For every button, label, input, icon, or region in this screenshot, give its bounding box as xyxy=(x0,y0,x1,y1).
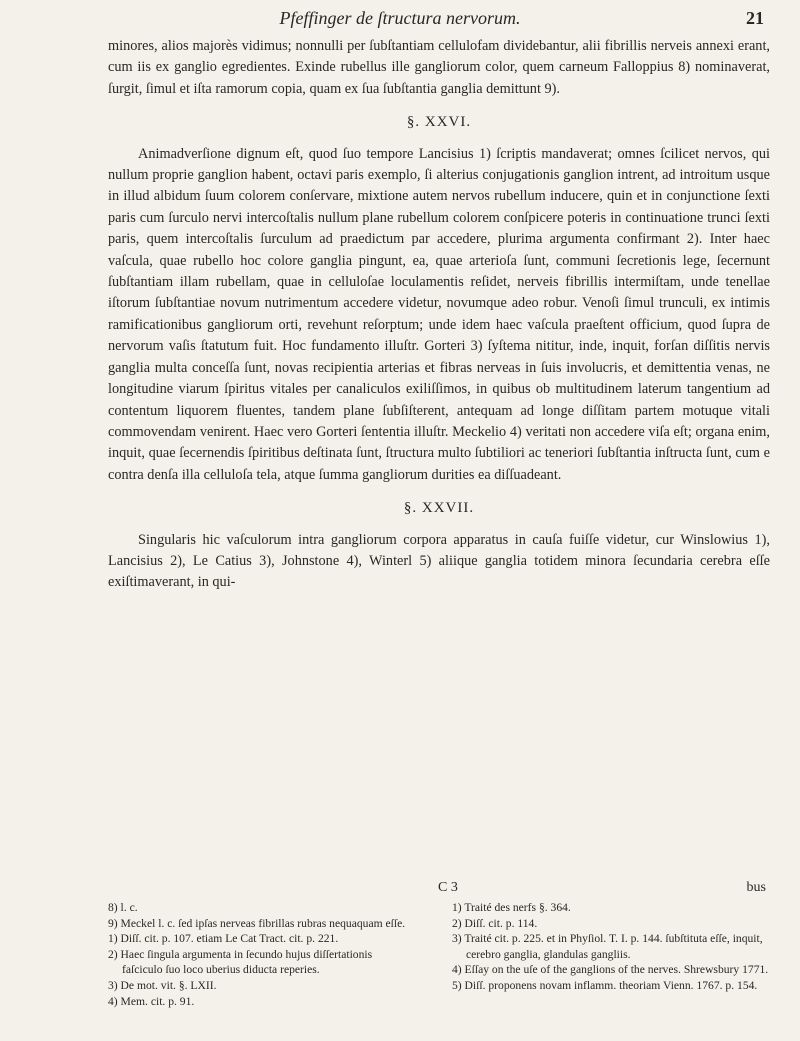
paragraph: Animadverſione dignum eſt, quod ſuo tempore Lancisius 1) ſcriptis mandaverat; omnes ſcilicet nervos, qui nullum proprie ganglion habent, octavi paris exemplo, ſi alterius conjugationis ganglion intrent, ad introitum usque in illud albidum ſuum colorem conſervare, mixtione autem nervos rubellum inducere, quin et in conjunctione ſexti paris cum ſurculo nervi intercoſtalis nullum plane rubellum colorem conſpicere poteris in continuatione trunci ſexti paris, quem intercoſtalis ſurculum ad praedictum par accedere, plurima argumenta confirmant 2). Inter haec vaſcula, quae rubello hoc colore ganglia pingunt, ea, quae arterioſa ſunt, communi ſecretionis lege, ſecernunt ſubſtantiam illam rubellam, quae in celluloſae loculamentis reſidet, nerveis fibrillis intermiſtam, unde tenellae iſtorum ſubſtantiae novum nutrimentum accedere videtur, novumque adeo robur. Venoſi ſimul trunculi, ex intimis ramificationibus gangliorum orti, revehunt reſorptum; unde idem haec vaſcula praeſtent officium, quod ſupra de nervorum vaſis ſtatutum fuit. Hoc fundamento illuſtr. Gorteri 3) ſyſtema nititur, inde, inquit, forſan diſſitis nervis ganglia multa conceſſa ſunt, novas recipientia arterias et fibras nerveas in ſuis involucris, et demittentia venas, ne longitudine viarum ſpiritus vitales per canaliculos exiliſſimos, in quibus ob multitudinem laterum tangentium ad contentum liquorem fluentes, tandem plane ſubſiſterent, antequam ad longe diſſitam partem motuque vitali commovendam venirent. Haec vero Gorteri ſententia illuſtr. Meckelio 4) veritati non accedere viſa eſt; organa enim, inquit, quae ſecernendis ſpiritibus deſtinata ſunt, ſtructura multo ſubtiliori ac teneriori ſubſtantia inſtructa ſunt, cum e contra denſa illa celluloſa tela, atque ſumma gangliorum durities ea diſſuadeant. xyxy=(108,145,770,483)
paragraph: minores, alios majorès vidimus; nonnulli per ſubſtantiam cellulofam dividebantur, alii fibrillis nerveis annexi erant, cum iis ex ganglio egredientes. Exinde rubellus ille gangliorum color, quem carneum Falloppius 8) nominaverat, ſurgit, ſimul et iſta ramorum copia, quam ex ſua ſubſtantia ganglia demittunt 9). xyxy=(108,38,770,97)
footnote: 2) Diſſ. cit. p. 114. xyxy=(452,916,538,930)
footnote: 8) l. c. xyxy=(108,901,138,914)
page-footer-line xyxy=(108,880,770,898)
main-text xyxy=(108,36,770,594)
footnote: 1) Traité des nerfs §. 364. xyxy=(452,901,571,914)
running-title: Pfeffinger de ſtructura nervorum. xyxy=(279,8,521,28)
page-number: 21 xyxy=(746,8,764,28)
paragraph: Singularis hic vaſculorum intra gangliorum corpora apparatus in cauſa fuiſſe videtur, cur Winslowius 1), Lancisius 2), Le Catius 3), Johnstone 4), Winterl 5) aliique ganglia totidem minora ſecundaria cerebra eſſe exiſtimaverant, in qui- xyxy=(108,531,770,591)
footnote: 3) De mot. vit. §. LXII. xyxy=(108,978,217,992)
footnote: 2) Haec ſingula argumenta in ſecundo hujus diſſertationis faſciculo ſuo loco uberius diducta reperies. xyxy=(108,947,373,977)
footnote: 3) Traité cit. p. 225. et in Phyſiol. T. I. p. 144. ſubſtituta eſſe, inquit, cerebro ganglia, glandulas gangliis. xyxy=(452,932,763,961)
footnotes-left xyxy=(108,900,410,1009)
section-heading-27: §. XXVII. xyxy=(403,500,475,517)
footnote: 1) Diſſ. cit. p. 107. etiam Le Cat Tract. cit. p. 221. xyxy=(108,932,339,946)
footnote: 5) Diſſ. proponens novam inflamm. theoriam Vienn. 1767. p. 154. xyxy=(452,978,758,992)
catchword: bus xyxy=(746,880,766,895)
footnote: 9) Meckel l. c. ſed ipſas nerveas fibrillas rubras nequaquam eſſe. xyxy=(108,916,406,930)
section-heading-26: §. XXVI. xyxy=(406,114,472,131)
footnote: 4) Eſſay on the uſe of the ganglions of the nerves. Shrewsbury 1771. xyxy=(452,963,769,977)
footnote: 4) Mem. cit. p. 91. xyxy=(108,994,195,1008)
page-header xyxy=(0,4,800,34)
footnotes-right xyxy=(452,900,772,994)
signature-mark: C 3 xyxy=(438,880,458,895)
